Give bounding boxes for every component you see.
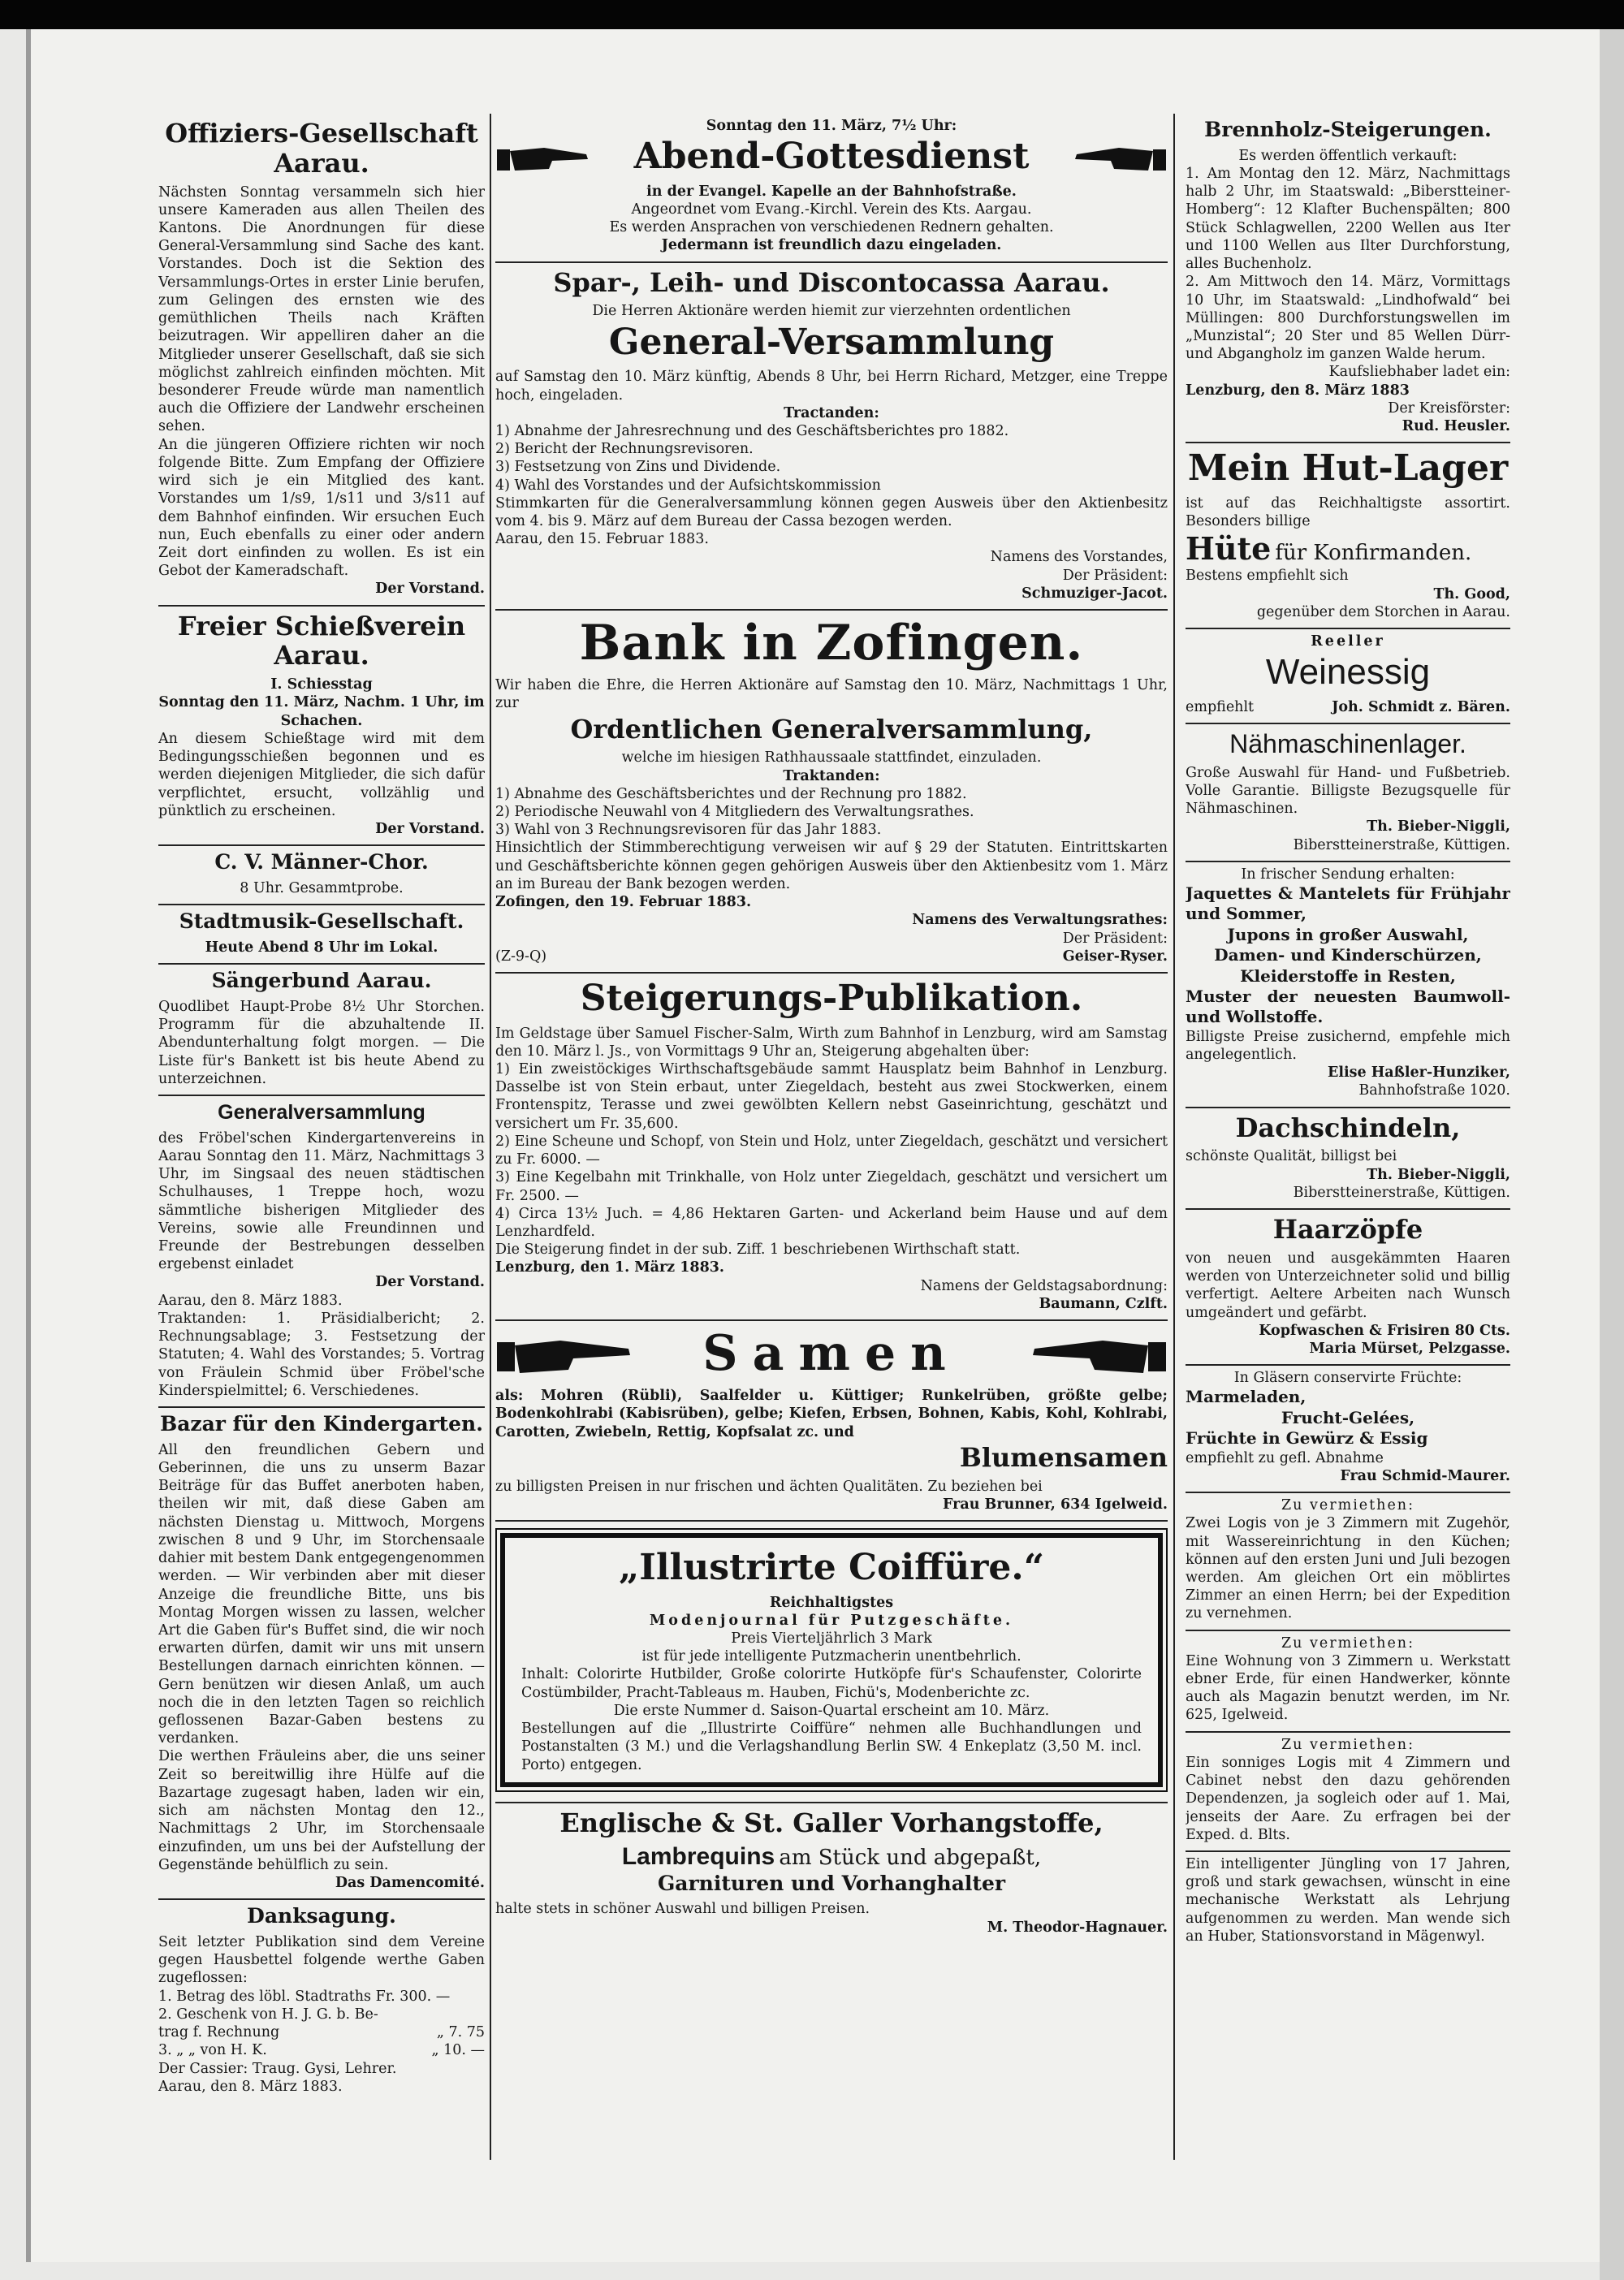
ad-date: Aarau, den 8. März 1883. — [158, 2078, 343, 2095]
ad-signature-row — [1186, 698, 1510, 716]
ad-title: Zu vermiethen: — [1281, 1634, 1415, 1652]
ad-title: Danksagung. — [247, 1904, 396, 1928]
ad-naehmaschinen — [1186, 724, 1510, 862]
ad-title: Dachschindeln, — [1235, 1112, 1461, 1143]
ad-body: von neuen und ausgekämmten Haaren werden von Unterzeichneter solid und billig verfertigt. Aeltere Arbeiten nach Wunsch umgeändert und gefärbt. — [1186, 1250, 1510, 1321]
pointing-hand-left-icon — [1070, 140, 1168, 179]
donation-label: 3. „ „ von H. K. — [158, 2042, 267, 2059]
ad-code: (Z-9-Q) — [495, 948, 547, 965]
traktanden-list — [495, 785, 1168, 840]
ad-line: Angeordnet vom Evang.-Kirchl. Verein des Kts. Aargau. — [631, 201, 1032, 218]
donation-row — [158, 1988, 485, 2006]
ad-note: Stimmkarten für die Generalversammlung können gegen Ausweis über den Aktienbesitz vom 4. bis 9. März auf dem Bureau der Cassa bezogen werden. — [495, 494, 1168, 530]
ad-title: Steigerungs-Publikation. — [580, 978, 1083, 1019]
ad-body: Im Geldstage über Samuel Fischer-Salm, Wirth zum Bahnhof in Lenzburg, wird am Samstag den 10. März l. Js., von Vormittags 9 Uhr an, Steigerung abgehalten über: — [495, 1025, 1168, 1060]
ad-traktanden-title: Traktanden: — [783, 767, 880, 784]
ad-line: ist für jede intelligente Putzmacherin unentbehrlich. — [641, 1648, 1021, 1665]
ad-headline: Lambrequins — [621, 1842, 775, 1870]
ad-line: Reichhaltigstes — [769, 1594, 894, 1611]
list-item: 1) Ein zweistöckiges Wirthschaftsgebäude sammt Hausplatz beim Bahnhof in Lenzburg. Dasselbe ist von Stein erbaut, unter Ziegeldach, besteht aus zwei Stockwerken, einem Frontenspitz, Terasse und zwei gewölbten Kellern nebst Gaseinrichtung, geschätzt und versichert um Fr. 35,600. — [495, 1061, 1168, 1132]
ad-when: Sonntag den 11. März, Nachm. 1 Uhr, im Schachen. — [158, 694, 485, 729]
ad-traktanden-title: Tractanden: — [784, 404, 879, 421]
ad-date: Zofingen, den 19. Februar 1883. — [495, 894, 752, 911]
ad-line: Garnituren und Vorhanghalter — [657, 1871, 1006, 1895]
ad-dachschindeln — [1186, 1108, 1510, 1210]
ad-body: 8 Uhr. Gesammtprobe. — [240, 879, 404, 896]
scan-right-edge — [1600, 29, 1624, 2280]
ad-note: Die Steigerung findet in der sub. Ziff. 1 beschriebenen Wirthschaft statt. — [495, 1241, 1021, 1259]
scan-top-border — [0, 0, 1624, 29]
donation-label: trag f. Rechnung — [158, 2024, 280, 2041]
ad-signature: Maria Mürset, Pelzgasse. — [1309, 1341, 1510, 1358]
ad-signature: Frau Brunner, 634 Igelweid. — [943, 1496, 1168, 1513]
ad-zu-vermiethen-1 — [1186, 1493, 1510, 1631]
ad-title: Mein Hut-Lager — [1187, 447, 1509, 490]
ad-body: Ein sonniges Logis mit 4 Zimmern und Cabinet nebst den dazu gehörenden Dependenzen, ja sogleich oder auf 1. Mai, jenseits der Aare. Zu erfragen bei der Exped. d. Blts. — [1186, 1754, 1510, 1843]
ad-signature: Schmuziger-Jacot. — [1021, 585, 1168, 602]
ad-title: Abend-Gottesdienst — [633, 136, 1030, 178]
ad-line: Jupons in großer Auswahl, — [1227, 924, 1469, 944]
ad-body: als: Mohren (Rübli), Saalfelder u. Küttiger; Runkelrüben, größte gelbe; Bodenkohlrabi (Kabisrüben), gelbe; Kiefen, Erbsen, Bohnen, Kabis, Kohl, Kohlrabi, Carotten, Zwiebeln, Rettig, Kopfsalat zc. und — [495, 1388, 1168, 1440]
ad-stadtmusik — [158, 905, 485, 965]
list-item: 2) Eine Scheune und Schopf, von Stein und Holz, unter Ziegeldach, geschätzt und versichert zu Fr. 6000. — — [495, 1133, 1168, 1168]
ad-signature: Das Damencomité. — [335, 1875, 485, 1891]
ad-signature-row — [495, 948, 1168, 965]
ad-generalversammlung-kindergarten — [158, 1096, 485, 1408]
ad-signature: Joh. Schmidt z. Bären. — [1332, 698, 1510, 715]
auction-items — [495, 1060, 1168, 1241]
ad-line: Die erste Nummer d. Saison-Quartal erscheint am 10. März. — [613, 1702, 1050, 1719]
ad-title: Haarzöpfe — [1272, 1214, 1423, 1246]
ad-signature: Rud. Heusler. — [1402, 418, 1510, 435]
ad-title: Generalversammlung — [218, 1100, 425, 1124]
ad-body: auf Samstag den 10. März künftig, Abends 8 Uhr, bei Herrn Richard, Metzger, eine Treppe hoch, eingeladen. — [495, 369, 1168, 404]
ad-date: Lenzburg, den 1. März 1883. — [495, 1259, 725, 1276]
ad-line: Kaufsliebhaber ladet ein: — [1328, 364, 1510, 381]
ad-note: Hinsichtlich der Stimmberechtigung verweisen wir auf § 29 der Statuten. Eintrittskarten und Geschäftsberichte können gegen gehörigen Ausweis über den Aktienbesitz vom 1. März an im Bureau der Bank bezogen werden. — [495, 840, 1168, 892]
ad-body: An diesem Schießtage wird mit dem Bedingungsschießen begonnen und es werden diejenigen Mitglieder, die sich dafür verpflichtet, ersucht, vollzählig und pünktlich zu erscheinen. — [158, 730, 485, 819]
list-item: 3) Festsetzung von Zins und Dividende. — [495, 459, 781, 476]
ad-abend-gottesdienst — [495, 114, 1168, 263]
ad-saengerbund — [158, 965, 485, 1096]
ad-address: Bahnhofstraße 1020. — [1358, 1082, 1510, 1099]
ad-signature-line: Der Präsident: — [1062, 930, 1168, 947]
ad-title: Samen — [702, 1325, 961, 1383]
ad-bazar — [158, 1408, 485, 1900]
donation-amount: „ 10. — — [431, 2042, 485, 2059]
ad-body: Ein intelligenter Jüngling von 17 Jahren, groß und stark gewachsen, wünscht in eine mechanische Werkstatt als Lehrjung aufgenommen zu werden. Man wende sich an Huber, Stationsvorstand in Mägenwyl. — [1186, 1856, 1510, 1945]
ad-title: Stadtmusik-Gesellschaft. — [179, 909, 464, 934]
ad-zu-vermiethen-3 — [1186, 1733, 1510, 1852]
ad-title: Zu vermiethen: — [1281, 1497, 1415, 1514]
ad-date: Aarau, den 8. März 1883. — [158, 1292, 343, 1309]
ad-danksagung — [158, 1900, 485, 2102]
donation-label: 2. Geschenk von H. J. G. b. Be- — [158, 2006, 378, 2023]
ad-frame — [500, 1533, 1163, 1787]
ad-traktanden: Traktanden: 1. Präsidialbericht; 2. Rechnungsablage; 3. Festsetzung der Statuten; 4. Wahl des Vorstandes; 5. Vortrag von Fräulein Schmid über Fröbel'sche Kinderspielmittel; 6. Verschiedenes. — [158, 1310, 485, 1399]
pointing-hand-right-icon — [495, 1331, 633, 1381]
ad-title-row — [495, 135, 1168, 183]
ad-line: Muster der neuesten Baumwoll- und Wollstoffe. — [1186, 987, 1510, 1027]
ad-body: des Fröbel'schen Kindergartenvereins in Aarau Sonntag den 11. März, Nachmittags 3 Uhr, im Singsaal des neuen städtischen Schulhauses, 1 Treppe hoch, wozu sämmtliche bisherigen Mitglieder des Vereins, sowie alle Freundinnen und Freunde der Bestrebungen desselben ergebenst einladet — [158, 1129, 485, 1273]
ad-body: Eine Wohnung von 3 Zimmern u. Werkstatt ebner Erde, für einen Handwerker, könnte auch als Magazin benutzt werden, im Nr. 625, Igelweid. — [1186, 1652, 1510, 1724]
ad-signature-line: Namens der Geldstagsabordnung: — [920, 1277, 1168, 1294]
ad-signature-line: Namens des Verwaltungsrathes: — [912, 912, 1168, 929]
ad-steigerungs-publikation — [495, 974, 1168, 1321]
ad-zu-vermiethen-2 — [1186, 1631, 1510, 1733]
ad-headline: General-Versammlung — [608, 321, 1055, 363]
ad-line-row — [495, 1843, 1168, 1871]
ad-spar-leih-cassa — [495, 263, 1168, 611]
ad-body: Heute Abend 8 Uhr im Lokal. — [205, 939, 438, 956]
ad-title: „Illustrirte Coiffüre.“ — [618, 1546, 1045, 1588]
ad-signature: Baumann, Czlft. — [1039, 1295, 1168, 1312]
pointing-hand-right-icon — [495, 140, 593, 179]
ad-marmeladen — [1186, 1366, 1510, 1493]
ad-subtitle: I. Schiesstag — [270, 676, 373, 693]
ad-schiessverein — [158, 607, 485, 847]
ad-title-row — [495, 1324, 1168, 1387]
ad-item: 1. Am Montag den 12. März, Nachmittags halb 2 Uhr, im Staatswald: „Biberstteiner-Homberg“: 12 Klafter Buchenspälten; 800 Stück Schlagwellen, 2200 Wellen aus Iter und 1100 Wellen aus Ilter Durchforstung, alles Buchenholz. — [1186, 165, 1510, 273]
ad-bank-zofingen — [495, 611, 1168, 974]
ad-jaquettes — [1186, 862, 1510, 1108]
ad-line: am Stück und abgepaßt, — [779, 1845, 1042, 1870]
ad-body: Große Auswahl für Hand- und Fußbetrieb. Volle Garantie. Billigste Bezugsquelle für Nähmaschinen. — [1186, 764, 1510, 818]
column-rule-right — [1173, 114, 1175, 2160]
column-rule-left — [490, 114, 491, 2160]
ad-place: welche im hiesigen Rathhaussaale stattfindet, einzuladen. — [621, 749, 1042, 766]
ad-vorhangstoffe — [495, 1803, 1168, 1943]
ad-date-line: Sonntag den 11. März, 7½ Uhr: — [706, 118, 957, 134]
ad-body: Zwei Logis von je 3 Zimmern mit Zugehör, mit Wassereinrichtung in den Küchen; können auf den ersten Juni und Juli bezogen werden. Am gleichen Ort ein möblirtes Zimmer an einen Herrn; bei der Expedition zu vernehmen. — [1186, 1515, 1510, 1622]
pointing-hand-left-icon — [1030, 1331, 1168, 1381]
ad-line: empfiehlt zu gefl. Abnahme — [1186, 1449, 1384, 1466]
list-item: 1) Abnahme des Geschäftsberichtes und der Rechnung pro 1882. — [495, 785, 967, 802]
ad-line: Marmeladen, — [1186, 1387, 1307, 1407]
ad-line: ist auf das Reichhaltigste assortirt. Besonders billige — [1186, 494, 1510, 530]
ad-price: Preis Vierteljährlich 3 Mark — [731, 1630, 932, 1647]
ad-order: Bestellungen auf die „Illustrirte Coiffüre“ nehmen alle Buchhandlungen und Postanstalten (3 M.) und die Verlagshandlung Berlin SW. 4 Enkeplatz (3,50 M. incl. Porto) entgegen. — [521, 1721, 1142, 1773]
ad-title: Freier Schießverein Aarau. — [177, 610, 466, 671]
ad-intro: Die Herren Aktionäre werden hiemit zur vierzehnten ordentlichen — [592, 303, 1071, 320]
ad-body: Seit letzter Publikation sind dem Vereine gegen Hausbettel folgende werthe Gaben zugeflossen: — [158, 1933, 485, 1987]
ad-line: Reeller — [1311, 633, 1385, 650]
ad-body: All den freundlichen Gebern und Geberinnen, die uns zu unserm Bazar Beiträge für das Buffet anerboten haben, theilen wir mit, daß diese Gaben am nächsten Dienstag u. Mittwoch, Morgens zwischen 8 und 9 Uhr, im Storchensaale dahier mit bestem Dank entgegengenommen werden. — Wir verbinden aber mit dieser Anzeige die freundliche Bitte, uns bis Montag Morgen wissen zu lassen, welcher Art die Gaben für's Buffet sind, die wir noch erwarten dürfen, damit wir uns mit unsern Bestellungen darnach einrichten können. — Gern benützen wir diesen Anlaß, um auch noch die in den letzten Tagen so reichlich geflossenen Bazar-Gaben bestens zu verdanken. — [158, 1441, 485, 1747]
ad-date: Aarau, den 15. Februar 1883. — [495, 531, 709, 548]
ad-intro: Wir haben die Ehre, die Herren Aktionäre auf Samstag den 10. März, Nachmittags 1 Uhr, zur — [495, 677, 1168, 712]
ad-title: Sängerbund Aarau. — [211, 969, 432, 993]
ad-line: Früchte in Gewürz & Essig — [1186, 1428, 1428, 1449]
ad-date: Lenzburg, den 8. März 1883 — [1186, 382, 1410, 399]
ad-maennerchor — [158, 846, 485, 905]
ad-line: Es werden Ansprachen von verschiedenen Rednern gehalten. — [609, 219, 1054, 236]
donation-label: 1. Betrag des löbl. Stadtraths Fr. 300. — — [158, 1988, 451, 2005]
ad-title: Offiziers-Gesellschaft Aarau. — [165, 118, 478, 179]
ad-title: Englische & St. Galler Vorhangstoffe, — [559, 1807, 1104, 1838]
list-item: 3) Eine Kegelbahn mit Trinkhalle, von Holz unter Ziegeldach, geschätzt und versichert um Fr. 2500. — — [495, 1169, 1168, 1204]
ad-line: Damen- und Kinderschürzen, — [1214, 945, 1482, 965]
list-item: 2) Bericht der Rechnungsrevisoren. — [495, 441, 754, 458]
ad-line: Es werden öffentlich verkauft: — [1238, 147, 1458, 164]
ad-body: schönste Qualität, billigst bei — [1186, 1148, 1397, 1165]
ad-headline-row — [1186, 530, 1510, 567]
ad-signature: Der Vorstand. — [375, 820, 485, 837]
ad-signature: M. Theodor-Hagnauer. — [987, 1919, 1168, 1936]
ad-body-2: An die jüngeren Offiziere richten wir noch folgende Bitte. Zum Empfang der Offiziere wird sich je ein Mitglied des kant. Vorstandes um 1/s9, 1/s11 und 3/s11 auf dem Bahnhof einfinden. Wir ersuchen Euch nun, Euch ebenfalls zu einer oder andern Zeit dort einfinden zu wollen. Es ist ein Gebot der Kameradschaft. — [158, 436, 485, 580]
ad-offiziers-gesellschaft — [158, 114, 485, 607]
ad-line: empfiehlt — [1186, 698, 1255, 715]
ad-line: Kopfwaschen & Frisiren 80 Cts. — [1259, 1322, 1510, 1339]
ad-title: Weinessig — [1265, 652, 1431, 693]
ad-signature: Der Vorstand. — [375, 581, 485, 598]
ad-line: halte stets in schöner Auswahl und billigen Preisen. — [495, 1901, 870, 1918]
donation-row — [158, 2006, 485, 2023]
ad-line: Bestens empfiehlt sich — [1186, 568, 1349, 585]
ad-title: Nähmaschinenlager. — [1229, 728, 1466, 758]
ad-illustrirte-coiffure — [495, 1522, 1168, 1803]
ad-samen — [495, 1321, 1168, 1522]
ad-line: für Konfirmanden. — [1275, 541, 1472, 566]
ad-weinessig — [1186, 629, 1510, 724]
list-item: 4) Wahl des Vorstandes und der Aufsichtskommission — [495, 477, 881, 494]
ad-subtitle: in der Evangel. Kapelle an der Bahnhofstraße. — [646, 183, 1017, 200]
ad-line: Billigste Preise zusichernd, empfehle mich angelegentlich. — [1186, 1028, 1510, 1064]
ad-signature: Th. Bieber-Niggli, — [1367, 818, 1510, 836]
ad-signature: Th. Good, — [1433, 585, 1510, 602]
ad-inhalt: Inhalt: Colorirte Hutbilder, Große colorirte Hutköpfe für's Schaufenster, Colorirte Costümbilder, Pracht-Tableaus m. Hauben, Fichü's, Modenberichte zc. — [521, 1666, 1142, 1701]
donation-amount: „ 7. 75 — [436, 2024, 485, 2041]
ad-title: Bank in Zofingen. — [579, 615, 1084, 672]
ad-signature: Der Cassier: Traug. Gysi, Lehrer. — [158, 2060, 397, 2077]
list-item: 4) Circa 13½ Juch. = 4,86 Hektaren Garten- und Ackerland beim Hause und auf dem Lenzhardfeld. — [495, 1205, 1168, 1240]
ad-address: gegenüber dem Storchen in Aarau. — [1256, 603, 1510, 620]
list-item: 2) Periodische Neuwahl von 4 Mitgliedern des Verwaltungsrathes. — [495, 804, 974, 821]
ad-line: Kleiderstoffe in Resten, — [1240, 965, 1456, 986]
ad-title: Bazar für den Kindergarten. — [160, 1412, 483, 1436]
ad-intro: In Gläsern conservirte Früchte: — [1233, 1370, 1462, 1387]
ad-signature-line: Der Präsident: — [1062, 567, 1168, 584]
ad-signature: Th. Bieber-Niggli, — [1367, 1166, 1510, 1183]
ad-signature: Frau Schmid-Maurer. — [1340, 1467, 1510, 1484]
ad-brennholz — [1186, 114, 1510, 443]
ad-signature: Elise Haßler-Hunziker, — [1327, 1064, 1510, 1082]
ad-headline: Ordentlichen Generalversammlung, — [570, 713, 1093, 745]
donation-row — [158, 2041, 485, 2059]
ad-address: Biberstteinerstraße, Küttigen. — [1293, 1184, 1510, 1201]
ad-body: Nächsten Sonntag versammeln sich hier unsere Kameraden aus allen Theilen des Kantons. Die Anordnungen für diese General-Versammlung sind Sache des kant. Vorstandes. Doch ist die Sektion des Versammlungs-Ortes in erster Linie berufen, zum Gelingen des ernsten wie des gemüthlichen Theils nach Kräften beizutragen. Wir appelliren daher an die Mitglieder unserer Gesellschaft, daß sie sich möglichst zahlreich einfinden möchten. Mit besonderer Freude würde man namentlich auch die Offiziere der Landwehr erscheinen sehen. — [158, 184, 485, 435]
ad-title: C. V. Männer-Chor. — [214, 850, 429, 874]
ad-line: Jedermann ist freundlich dazu eingeladen. — [661, 237, 1002, 254]
ad-signature: Der Vorstand. — [375, 1274, 485, 1291]
column-left — [158, 114, 485, 2158]
ad-title: Spar-, Leih- und Discontocassa Aarau. — [553, 266, 1110, 298]
ad-title: Brennholz-Steigerungen. — [1204, 118, 1492, 141]
ad-body: Quodlibet Haupt-Probe 8½ Uhr Storchen. Programm für die abzuhaltende II. Abendunterhaltung folgt morgen. — Die Liste für's Bankett ist bis heute Abend zu unterzeichnen. — [158, 998, 485, 1087]
ad-signature-line: Der Kreisförster: — [1388, 399, 1510, 417]
list-item: 1) Abnahme der Jahresrechnung und des Geschäftsberichtes pro 1882. — [495, 422, 1009, 439]
ad-intro: In frischer Sendung erhalten: — [1241, 866, 1455, 883]
ad-juengling — [1186, 1852, 1510, 1952]
ad-line: Frucht-Gelées, — [1281, 1407, 1415, 1427]
donation-row — [158, 2023, 485, 2041]
ad-signature: Geiser-Ryser. — [1062, 948, 1168, 965]
ad-line: Jaquettes & Mantelets für Frühjahr und Sommer, — [1186, 883, 1510, 924]
column-center — [495, 114, 1168, 2158]
ad-address: Biberstteinerstraße, Küttigen. — [1293, 836, 1510, 853]
list-item: 3) Wahl von 3 Rechnungsrevisoren für das Jahr 1883. — [495, 822, 882, 839]
ad-headline: Blumensamen — [959, 1441, 1168, 1473]
ad-body-2: zu billigsten Preisen in nur frischen und ächten Qualitäten. Zu beziehen bei — [495, 1478, 1043, 1495]
ad-title: Zu vermiethen: — [1281, 1736, 1415, 1753]
column-right — [1186, 114, 1510, 2158]
ad-body-2: Die werthen Fräuleins aber, die uns seiner Zeit so bereitwillig ihre Hülfe auf die Bazartage zugesagt haben, laden wir ein, sich am nächsten Montag den 12., Nachmittags 2 Uhr, im Storchensaale einzufinden, um uns bei der Aufstellung der Gegenstände behülflich zu sein. — [158, 1748, 485, 1873]
ad-hut-lager — [1186, 443, 1510, 629]
traktanden-list — [495, 422, 1168, 494]
ad-signature-line: Namens des Vorstandes, — [990, 549, 1168, 566]
ad-headline: Hüte — [1186, 530, 1272, 568]
ad-line: Modenjournal für Putzgeschäfte. — [649, 1612, 1014, 1629]
ad-haarzoepfe — [1186, 1210, 1510, 1366]
ad-item: 2. Am Mittwoch den 14. März, Vormittags 10 Uhr, im Staatswald: „Lindhofwald“ bei Müllingen: 800 Durchforstungswellen im „Munzistal“; 20 Ster und 85 Wellen Dürr- und Abgangholz im ganzen Walde herum. — [1186, 274, 1510, 363]
